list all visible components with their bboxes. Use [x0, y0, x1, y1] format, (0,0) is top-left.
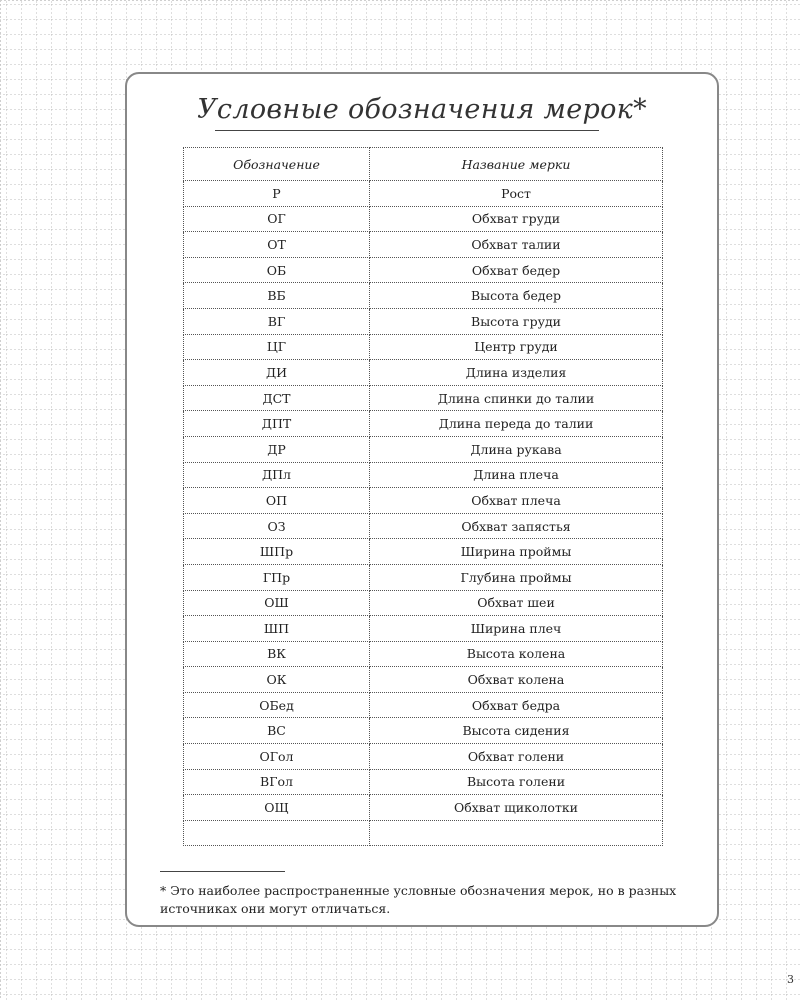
measure-code: ГПр: [184, 564, 370, 590]
measure-code: ОК: [184, 667, 370, 693]
measure-name: Обхват шеи: [370, 590, 663, 616]
measure-code: ШПр: [184, 539, 370, 565]
measure-code: ОБ: [184, 257, 370, 283]
measure-name: Обхват щиколотки: [370, 795, 663, 821]
measure-name: Обхват бедра: [370, 692, 663, 718]
measure-code: ВК: [184, 641, 370, 667]
measure-name: Обхват голени: [370, 744, 663, 770]
table-row: [184, 360, 663, 386]
measure-code: ОБед: [184, 692, 370, 718]
header-code: Обозначение: [184, 148, 370, 181]
table-row: [184, 181, 663, 207]
measure-code: ОГ: [184, 206, 370, 232]
header-name: Название мерки: [370, 148, 663, 181]
measure-name: Обхват груди: [370, 206, 663, 232]
measure-code: ОП: [184, 488, 370, 514]
measure-code: ОГол: [184, 744, 370, 770]
measure-code: ДПл: [184, 462, 370, 488]
title-underline: [215, 130, 599, 131]
measure-name: Длина спинки до талии: [370, 385, 663, 411]
measure-name: Центр груди: [370, 334, 663, 360]
measure-code: ВБ: [184, 283, 370, 309]
table-row: [184, 795, 663, 821]
measure-code: ШП: [184, 616, 370, 642]
measure-name: Ширина проймы: [370, 539, 663, 565]
table-row: [184, 641, 663, 667]
measure-code: ДСТ: [184, 385, 370, 411]
table-body: [184, 181, 663, 846]
measure-name: Рост: [370, 181, 663, 207]
measure-code: ОШ: [184, 590, 370, 616]
measure-name: Глубина проймы: [370, 564, 663, 590]
table-header-row: [184, 148, 663, 181]
table-row: [184, 206, 663, 232]
measure-name: Высота колена: [370, 641, 663, 667]
measure-code: ВГ: [184, 308, 370, 334]
table-row: [184, 590, 663, 616]
measure-code: ДПТ: [184, 411, 370, 437]
measure-name: Обхват бедер: [370, 257, 663, 283]
measure-name: Высота груди: [370, 308, 663, 334]
page-number: 3: [787, 973, 794, 986]
measure-code: ОЗ: [184, 513, 370, 539]
measure-code: ОЩ: [184, 795, 370, 821]
table-row: [184, 436, 663, 462]
measure-name: Длина плеча: [370, 462, 663, 488]
measure-name: Высота голени: [370, 769, 663, 795]
content-panel: [125, 72, 719, 927]
table-row: [184, 616, 663, 642]
measure-name: Обхват запястья: [370, 513, 663, 539]
measure-name: Обхват плеча: [370, 488, 663, 514]
table-row: [184, 539, 663, 565]
table-row: [184, 513, 663, 539]
table-row: [184, 334, 663, 360]
table-row: [184, 308, 663, 334]
measure-name: Длина переда до талии: [370, 411, 663, 437]
table-row: [184, 283, 663, 309]
table-row: [184, 718, 663, 744]
table-row: [184, 744, 663, 770]
table-row-empty: [184, 820, 663, 846]
footnote: * Это наиболее распространенные условные обозначения мерок, но в разных источниках они могут отличаться.: [160, 883, 677, 916]
footnote-rule: [160, 871, 285, 872]
measure-name: Высота сидения: [370, 718, 663, 744]
measure-name: Обхват талии: [370, 232, 663, 258]
table-row: [184, 232, 663, 258]
measure-code: ЦГ: [184, 334, 370, 360]
measure-code: ВГол: [184, 769, 370, 795]
table-row: [184, 692, 663, 718]
measure-code: ДР: [184, 436, 370, 462]
table-row: [184, 564, 663, 590]
measure-name: Обхват колена: [370, 667, 663, 693]
table-row: [184, 257, 663, 283]
empty-cell: [370, 820, 663, 846]
table-row: [184, 488, 663, 514]
measure-name: Высота бедер: [370, 283, 663, 309]
table-row: [184, 462, 663, 488]
table-row: [184, 667, 663, 693]
measure-code: Р: [184, 181, 370, 207]
measure-code: ДИ: [184, 360, 370, 386]
measure-name: Длина рукава: [370, 436, 663, 462]
measure-name: Ширина плеч: [370, 616, 663, 642]
measure-code: ВС: [184, 718, 370, 744]
page-title: Условные обозначения мерок*: [197, 94, 647, 125]
table-row: [184, 411, 663, 437]
table-row: [184, 385, 663, 411]
measure-code: ОТ: [184, 232, 370, 258]
measure-name: Длина изделия: [370, 360, 663, 386]
empty-cell: [184, 820, 370, 846]
table-row: [184, 769, 663, 795]
measurements-table: [183, 147, 663, 846]
